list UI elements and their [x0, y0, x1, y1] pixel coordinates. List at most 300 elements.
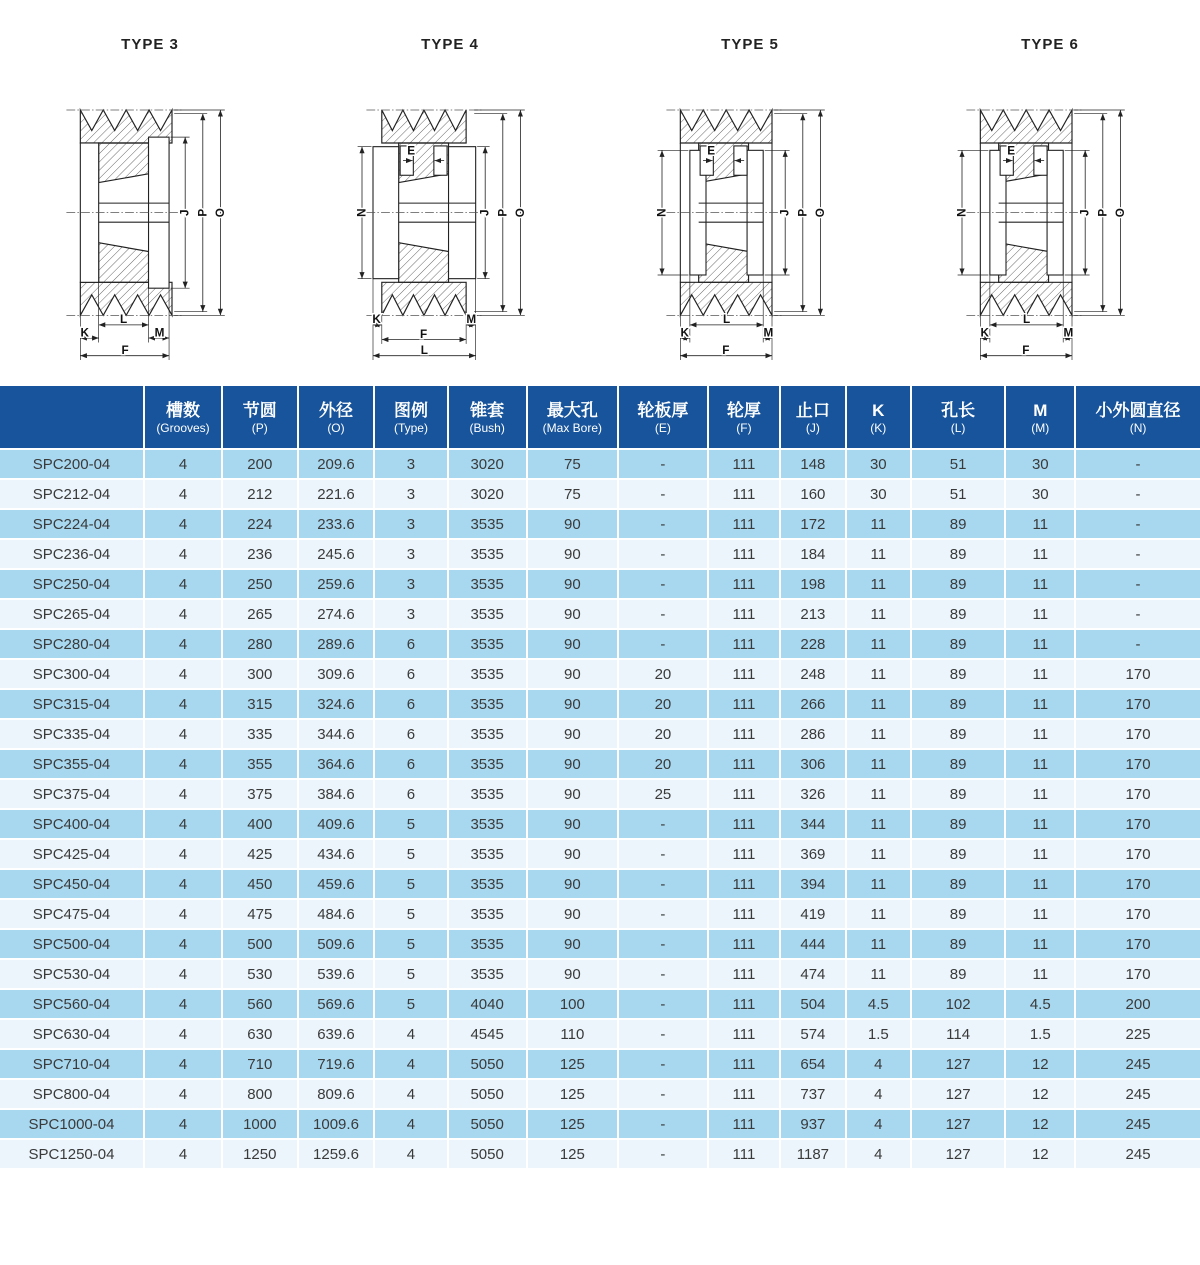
spec-table: [0, 386, 1200, 1170]
value-cell: 3020: [448, 449, 527, 479]
value-cell: 1259.6: [298, 1139, 375, 1169]
value-cell: 6: [374, 659, 447, 689]
value-cell: 654: [780, 1049, 846, 1079]
figure-type3: [40, 22, 260, 370]
value-cell: 127: [911, 1139, 1006, 1169]
value-cell: 111: [708, 839, 780, 869]
table-row: [0, 629, 1200, 659]
value-cell: 4: [144, 569, 222, 599]
value-cell: 5: [374, 809, 447, 839]
value-cell: 4: [144, 779, 222, 809]
value-cell: 3535: [448, 869, 527, 899]
table-header: [0, 386, 1200, 449]
value-cell: 170: [1075, 899, 1200, 929]
figure-title-type6: TYPE 6: [1021, 36, 1079, 53]
model-cell: SPC224-04: [0, 509, 144, 539]
dim-label-m: M: [1063, 326, 1074, 340]
value-cell: 89: [911, 869, 1006, 899]
value-cell: 90: [527, 959, 618, 989]
dim-label-m: M: [763, 326, 774, 340]
value-cell: 1000: [222, 1109, 298, 1139]
value-cell: 102: [911, 989, 1006, 1019]
value-cell: 90: [527, 509, 618, 539]
value-cell: 4: [374, 1139, 447, 1169]
value-cell: 89: [911, 719, 1006, 749]
value-cell: 11: [1005, 569, 1075, 599]
value-cell: 11: [1005, 659, 1075, 689]
model-cell: SPC265-04: [0, 599, 144, 629]
value-cell: -: [618, 449, 708, 479]
table-row: [0, 1019, 1200, 1049]
value-cell: 111: [708, 1139, 780, 1169]
value-cell: 4: [144, 659, 222, 689]
value-cell: 170: [1075, 929, 1200, 959]
model-cell: SPC375-04: [0, 779, 144, 809]
value-cell: 111: [708, 569, 780, 599]
value-cell: 233.6: [298, 509, 375, 539]
value-cell: 111: [708, 719, 780, 749]
figure-type5: [640, 22, 860, 370]
table-row: [0, 1079, 1200, 1109]
value-cell: -: [618, 1049, 708, 1079]
value-cell: 11: [846, 839, 911, 869]
value-cell: 289.6: [298, 629, 375, 659]
value-cell: 89: [911, 749, 1006, 779]
value-cell: 1.5: [1005, 1019, 1075, 1049]
value-cell: 11: [1005, 719, 1075, 749]
value-cell: 3535: [448, 749, 527, 779]
figure-type6: [940, 22, 1160, 370]
value-cell: 170: [1075, 839, 1200, 869]
value-cell: 5050: [448, 1139, 527, 1169]
value-cell: 170: [1075, 959, 1200, 989]
value-cell: 245: [1075, 1139, 1200, 1169]
value-cell: 89: [911, 689, 1006, 719]
dim-label-k: K: [80, 326, 89, 340]
value-cell: 4: [144, 899, 222, 929]
column-header-12: M (M): [1005, 386, 1075, 449]
value-cell: 245: [1075, 1109, 1200, 1139]
value-cell: 170: [1075, 719, 1200, 749]
column-header-3: 外径 (O): [298, 386, 375, 449]
value-cell: -: [1075, 509, 1200, 539]
value-cell: 11: [846, 929, 911, 959]
value-cell: 450: [222, 869, 298, 899]
dim-label-o: O: [813, 208, 827, 218]
table-row: [0, 809, 1200, 839]
value-cell: 3535: [448, 899, 527, 929]
value-cell: 111: [708, 689, 780, 719]
model-cell: SPC500-04: [0, 929, 144, 959]
value-cell: 90: [527, 869, 618, 899]
value-cell: 100: [527, 989, 618, 1019]
value-cell: 245: [1075, 1049, 1200, 1079]
value-cell: 11: [846, 689, 911, 719]
value-cell: 12: [1005, 1049, 1075, 1079]
value-cell: 90: [527, 689, 618, 719]
value-cell: 11: [846, 629, 911, 659]
value-cell: 51: [911, 479, 1006, 509]
value-cell: 250: [222, 569, 298, 599]
value-cell: 90: [527, 839, 618, 869]
dim-label-n: N: [655, 208, 669, 217]
value-cell: 937: [780, 1109, 846, 1139]
table-row: [0, 659, 1200, 689]
table-row: [0, 479, 1200, 509]
dim-label-j: J: [478, 209, 492, 216]
value-cell: 504: [780, 989, 846, 1019]
pulley-drawing-type6: [940, 55, 1160, 370]
table-row: [0, 449, 1200, 479]
dim-label-l: L: [1022, 313, 1031, 327]
value-cell: 89: [911, 899, 1006, 929]
value-cell: 5050: [448, 1049, 527, 1079]
value-cell: 200: [1075, 989, 1200, 1019]
value-cell: 184: [780, 539, 846, 569]
value-cell: 4: [144, 869, 222, 899]
value-cell: -: [618, 839, 708, 869]
value-cell: 274.6: [298, 599, 375, 629]
value-cell: 400: [222, 809, 298, 839]
value-cell: -: [618, 869, 708, 899]
column-header-10: K (K): [846, 386, 911, 449]
value-cell: 236: [222, 539, 298, 569]
value-cell: 30: [846, 479, 911, 509]
model-cell: SPC300-04: [0, 659, 144, 689]
dim-label-k: K: [372, 313, 381, 327]
value-cell: 11: [846, 809, 911, 839]
value-cell: 170: [1075, 869, 1200, 899]
dim-label-p: P: [796, 208, 810, 217]
value-cell: 1.5: [846, 1019, 911, 1049]
value-cell: 221.6: [298, 479, 375, 509]
value-cell: 11: [846, 749, 911, 779]
value-cell: 4545: [448, 1019, 527, 1049]
value-cell: 11: [846, 719, 911, 749]
model-cell: SPC800-04: [0, 1079, 144, 1109]
value-cell: 111: [708, 959, 780, 989]
value-cell: 3535: [448, 719, 527, 749]
value-cell: 459.6: [298, 869, 375, 899]
value-cell: 3: [374, 569, 447, 599]
value-cell: 11: [846, 779, 911, 809]
dim-label-o: O: [513, 208, 527, 218]
value-cell: -: [618, 1139, 708, 1169]
value-cell: 225: [1075, 1019, 1200, 1049]
value-cell: 1009.6: [298, 1109, 375, 1139]
value-cell: -: [1075, 449, 1200, 479]
column-header-6: 最大孔 (Max Bore): [527, 386, 618, 449]
value-cell: 11: [1005, 809, 1075, 839]
value-cell: 3535: [448, 659, 527, 689]
value-cell: 4: [144, 1079, 222, 1109]
value-cell: 90: [527, 659, 618, 689]
value-cell: 11: [1005, 959, 1075, 989]
dim-label-p: P: [1096, 208, 1110, 217]
value-cell: 475: [222, 899, 298, 929]
value-cell: 89: [911, 629, 1006, 659]
value-cell: 5050: [448, 1079, 527, 1109]
figure-title-type5: TYPE 5: [721, 36, 779, 53]
value-cell: -: [618, 479, 708, 509]
table-row: [0, 929, 1200, 959]
value-cell: -: [618, 1079, 708, 1109]
value-cell: 111: [708, 599, 780, 629]
value-cell: 11: [846, 569, 911, 599]
value-cell: 4: [144, 539, 222, 569]
value-cell: 3: [374, 539, 447, 569]
value-cell: 3020: [448, 479, 527, 509]
value-cell: 4: [144, 989, 222, 1019]
value-cell: 326: [780, 779, 846, 809]
value-cell: 89: [911, 659, 1006, 689]
value-cell: 25: [618, 779, 708, 809]
value-cell: 89: [911, 959, 1006, 989]
value-cell: -: [618, 1109, 708, 1139]
value-cell: 6: [374, 719, 447, 749]
value-cell: 11: [1005, 599, 1075, 629]
value-cell: 11: [846, 899, 911, 929]
value-cell: 4: [144, 629, 222, 659]
value-cell: 280: [222, 629, 298, 659]
value-cell: 111: [708, 989, 780, 1019]
value-cell: 11: [1005, 539, 1075, 569]
value-cell: 20: [618, 689, 708, 719]
model-cell: SPC200-04: [0, 449, 144, 479]
value-cell: 127: [911, 1109, 1006, 1139]
value-cell: 90: [527, 629, 618, 659]
value-cell: 12: [1005, 1109, 1075, 1139]
value-cell: 4.5: [1005, 989, 1075, 1019]
value-cell: 111: [708, 929, 780, 959]
value-cell: 11: [846, 599, 911, 629]
value-cell: 4: [144, 1049, 222, 1079]
value-cell: 111: [708, 1049, 780, 1079]
value-cell: 5: [374, 899, 447, 929]
column-header-8: 轮厚 (F): [708, 386, 780, 449]
model-cell: SPC250-04: [0, 569, 144, 599]
value-cell: 30: [846, 449, 911, 479]
value-cell: -: [618, 809, 708, 839]
value-cell: 384.6: [298, 779, 375, 809]
table-row: [0, 1139, 1200, 1169]
value-cell: 11: [846, 659, 911, 689]
value-cell: 639.6: [298, 1019, 375, 1049]
value-cell: 309.6: [298, 659, 375, 689]
value-cell: 4: [144, 959, 222, 989]
value-cell: 11: [1005, 689, 1075, 719]
value-cell: 434.6: [298, 839, 375, 869]
model-cell: SPC280-04: [0, 629, 144, 659]
value-cell: 30: [1005, 479, 1075, 509]
model-cell: SPC475-04: [0, 899, 144, 929]
value-cell: 5050: [448, 1109, 527, 1139]
dim-label-j: J: [1078, 209, 1092, 216]
value-cell: 228: [780, 629, 846, 659]
value-cell: 89: [911, 929, 1006, 959]
value-cell: -: [618, 959, 708, 989]
value-cell: 89: [911, 839, 1006, 869]
value-cell: 111: [708, 629, 780, 659]
value-cell: 474: [780, 959, 846, 989]
value-cell: 6: [374, 629, 447, 659]
value-cell: -: [618, 569, 708, 599]
column-header-7: 轮板厚 (E): [618, 386, 708, 449]
value-cell: 148: [780, 449, 846, 479]
dim-label-f: F: [1022, 344, 1030, 358]
value-cell: 444: [780, 929, 846, 959]
value-cell: 4: [144, 809, 222, 839]
value-cell: -: [618, 929, 708, 959]
value-cell: 4: [144, 1139, 222, 1169]
value-cell: 170: [1075, 779, 1200, 809]
value-cell: -: [1075, 599, 1200, 629]
dim-label-e: E: [1007, 144, 1016, 158]
value-cell: 369: [780, 839, 846, 869]
model-cell: SPC335-04: [0, 719, 144, 749]
value-cell: 4040: [448, 989, 527, 1019]
value-cell: -: [1075, 569, 1200, 599]
spec-table-section: [0, 386, 1200, 1170]
value-cell: 4: [144, 749, 222, 779]
value-cell: -: [618, 629, 708, 659]
model-cell: SPC1000-04: [0, 1109, 144, 1139]
value-cell: 89: [911, 779, 1006, 809]
value-cell: 265: [222, 599, 298, 629]
value-cell: 530: [222, 959, 298, 989]
value-cell: 111: [708, 509, 780, 539]
table-row: [0, 569, 1200, 599]
column-header-2: 节圆 (P): [222, 386, 298, 449]
value-cell: 111: [708, 659, 780, 689]
value-cell: 11: [1005, 869, 1075, 899]
column-header-13: 小外圆直径 (N): [1075, 386, 1200, 449]
value-cell: 574: [780, 1019, 846, 1049]
value-cell: 89: [911, 809, 1006, 839]
column-header-4: 图例 (Type): [374, 386, 447, 449]
dim-label-p: P: [196, 208, 210, 217]
dim-label-k: K: [680, 326, 689, 340]
column-header-11: 孔长 (L): [911, 386, 1006, 449]
value-cell: 111: [708, 1019, 780, 1049]
value-cell: 569.6: [298, 989, 375, 1019]
table-row: [0, 839, 1200, 869]
value-cell: -: [1075, 479, 1200, 509]
value-cell: 335: [222, 719, 298, 749]
value-cell: 90: [527, 809, 618, 839]
value-cell: 110: [527, 1019, 618, 1049]
model-cell: SPC710-04: [0, 1049, 144, 1079]
dim-label-f: F: [420, 327, 428, 341]
value-cell: 248: [780, 659, 846, 689]
value-cell: 125: [527, 1109, 618, 1139]
value-cell: 3535: [448, 599, 527, 629]
value-cell: 3535: [448, 959, 527, 989]
value-cell: 509.6: [298, 929, 375, 959]
value-cell: 20: [618, 749, 708, 779]
header-row: [0, 386, 1200, 449]
value-cell: 3535: [448, 779, 527, 809]
value-cell: 809.6: [298, 1079, 375, 1109]
value-cell: 800: [222, 1079, 298, 1109]
value-cell: 364.6: [298, 749, 375, 779]
column-header-0: [0, 386, 144, 449]
value-cell: 4: [374, 1079, 447, 1109]
value-cell: 4: [846, 1049, 911, 1079]
value-cell: 198: [780, 569, 846, 599]
pulley-drawing-type3: [40, 55, 260, 370]
value-cell: 300: [222, 659, 298, 689]
value-cell: -: [1075, 539, 1200, 569]
value-cell: 125: [527, 1139, 618, 1169]
value-cell: 5: [374, 989, 447, 1019]
value-cell: 90: [527, 749, 618, 779]
value-cell: 11: [846, 509, 911, 539]
value-cell: 737: [780, 1079, 846, 1109]
value-cell: 3535: [448, 929, 527, 959]
model-cell: SPC450-04: [0, 869, 144, 899]
value-cell: 90: [527, 779, 618, 809]
table-row: [0, 719, 1200, 749]
value-cell: -: [618, 539, 708, 569]
value-cell: -: [618, 899, 708, 929]
value-cell: 344.6: [298, 719, 375, 749]
value-cell: 4: [144, 719, 222, 749]
value-cell: 170: [1075, 689, 1200, 719]
dim-label-p: P: [496, 208, 510, 217]
dim-label-k: K: [980, 326, 989, 340]
value-cell: 90: [527, 899, 618, 929]
value-cell: 111: [708, 749, 780, 779]
dim-label-m: M: [154, 326, 165, 340]
dim-label-e: E: [407, 144, 416, 158]
dim-label-l: L: [120, 313, 128, 327]
value-cell: 11: [1005, 779, 1075, 809]
value-cell: 3535: [448, 569, 527, 599]
value-cell: 89: [911, 509, 1006, 539]
dim-label-e: E: [707, 144, 716, 158]
value-cell: 11: [1005, 899, 1075, 929]
value-cell: 324.6: [298, 689, 375, 719]
model-cell: SPC236-04: [0, 539, 144, 569]
value-cell: 4: [374, 1109, 447, 1139]
value-cell: 127: [911, 1049, 1006, 1079]
value-cell: 111: [708, 779, 780, 809]
value-cell: 419: [780, 899, 846, 929]
value-cell: 111: [708, 449, 780, 479]
value-cell: 409.6: [298, 809, 375, 839]
value-cell: 12: [1005, 1079, 1075, 1109]
value-cell: -: [618, 599, 708, 629]
dim-label-o: O: [1113, 208, 1127, 218]
table-row: [0, 689, 1200, 719]
value-cell: 90: [527, 929, 618, 959]
model-cell: SPC630-04: [0, 1019, 144, 1049]
table-row: [0, 869, 1200, 899]
value-cell: 3: [374, 509, 447, 539]
value-cell: 111: [708, 869, 780, 899]
model-cell: SPC355-04: [0, 749, 144, 779]
value-cell: 20: [618, 719, 708, 749]
column-header-9: 止口 (J): [780, 386, 846, 449]
value-cell: 111: [708, 899, 780, 929]
dim-label-n: N: [355, 208, 369, 217]
dim-label-j: J: [778, 209, 792, 216]
value-cell: 11: [1005, 629, 1075, 659]
value-cell: 245: [1075, 1079, 1200, 1109]
value-cell: 4: [374, 1049, 447, 1079]
value-cell: 127: [911, 1079, 1006, 1109]
